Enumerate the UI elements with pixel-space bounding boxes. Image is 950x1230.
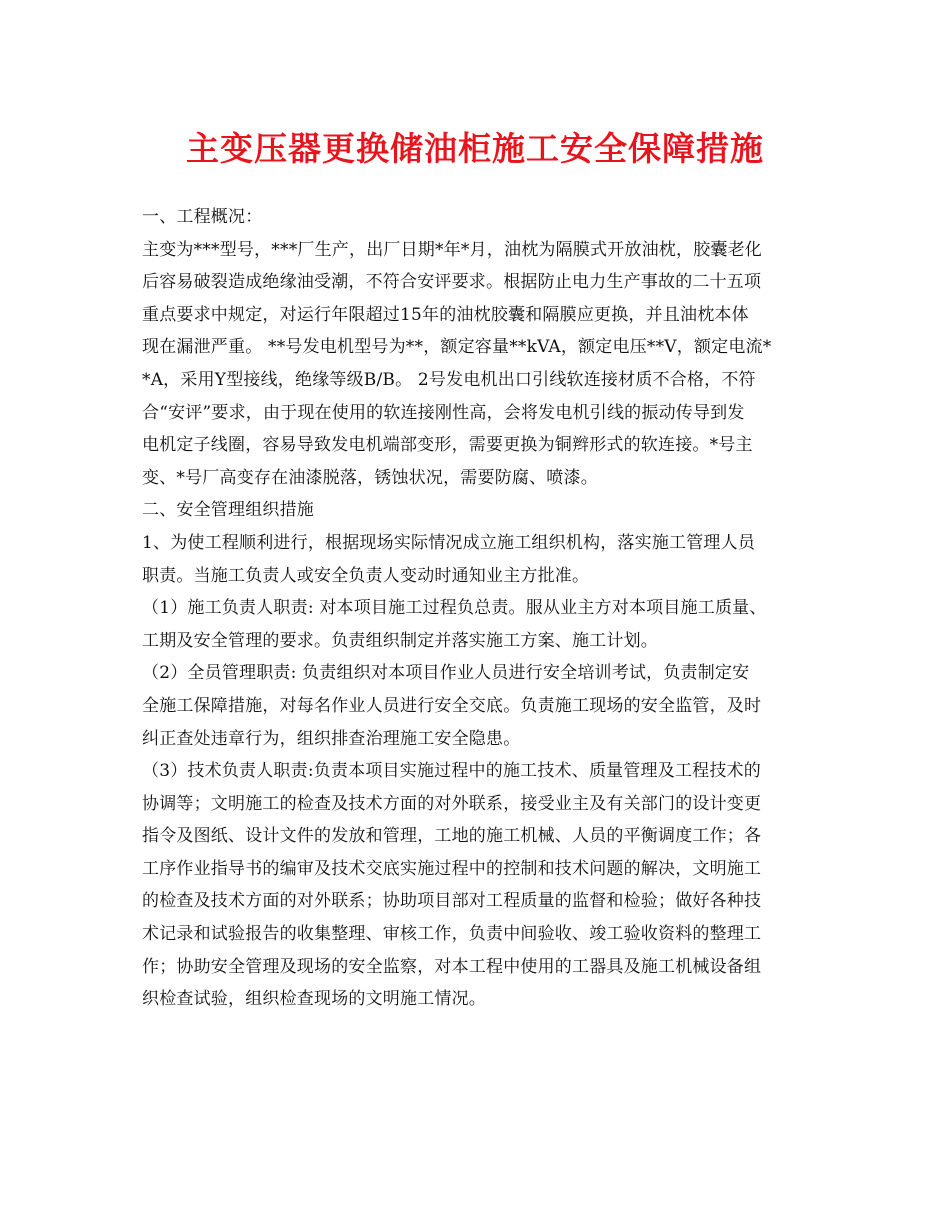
text-line: 合“安评”要求，由于现在使用的软连接刚性高，会将发电机引线的振动传导到发 <box>142 402 745 423</box>
text-line: 全施工保障措施，对每名作业人员进行安全交底。负责施工现场的安全监管，及时 <box>142 695 762 716</box>
text-line: （3）技术负责人职责:负责本项目实施过程中的施工技术、质量管理及工程技术的 <box>142 761 761 782</box>
text-line: （2）全员管理职责: 负责组织对本项目作业人员进行安全培训考试，负责制定安 <box>142 663 750 684</box>
text-line: 现在漏泄严重。 **号发电机型号为**，额定容量**kVA，额定电压**V，额定电流* <box>142 337 772 358</box>
text-line: 工序作业指导书的编审及技术交底实施过程中的控制和技术问题的解决，文明施工 <box>142 858 762 879</box>
text-line: 1、为使工程顺利进行，根据现场实际情况成立施工组织机构，落实施工管理人员 <box>142 532 756 553</box>
text-line: 主变为***型号，***厂生产，出厂日期*年*月，油枕为隔膜式开放油枕，胶囊老化 <box>142 239 762 260</box>
text-line: 的检查及技术方面的对外联系；协助项目部对工程质量的监督和检验；做好各种技 <box>142 891 762 912</box>
text-line: 后容易破裂造成绝缘油受潮，不符合安评要求。根据防止电力生产事故的二十五项 <box>142 272 762 293</box>
text-line: 纠正查处违章行为，组织排查治理施工安全隐患。 <box>142 728 521 749</box>
document-body <box>142 201 814 1016</box>
text-line: 职责。当施工负责人或安全负责人变动时通知业主方批准。 <box>142 565 590 586</box>
text-line: 术记录和试验报告的收集整理、审核工作，负责中间验收、竣工验收资料的整理工 <box>142 924 762 945</box>
text-line: 织检查试验，组织检查现场的文明施工情况。 <box>142 989 486 1010</box>
text-line: *A，采用Y型接线，绝缘等级B/B。 2号发电机出口引线软连接材质不合格，不符 <box>142 369 756 390</box>
text-line: 协调等；文明施工的检查及技术方面的对外联系，接受业主及有关部门的设计变更 <box>142 793 762 814</box>
text-line: 电机定子线圈，容易导致发电机端部变形，需要更换为铜辫形式的软连接。*号主 <box>142 435 753 456</box>
text-line: 变、*号厂高变存在油漆脱落，锈蚀状况，需要防腐、喷漆。 <box>142 467 598 488</box>
text-line: 一、工程概况： <box>142 207 263 227</box>
text-line: 工期及安全管理的要求。负责组织制定并落实施工方案、施工计划。 <box>142 630 658 651</box>
text-line: 作；协助安全管理及现场的安全监察，对本工程中使用的工器具及施工机械设备组 <box>142 956 762 977</box>
document-title: 主变压器更换储油柜施工安全保障措施 <box>186 129 764 168</box>
text-line: 指令及图纸、设计文件的发放和管理，工地的施工机械、人员的平衡调度工作；各 <box>142 826 762 847</box>
text-line: 重点要求中规定，对运行年限超过15年的油枕胶囊和隔膜应更换，并且油枕本体 <box>142 304 749 325</box>
section-heading: 二、安全管理组织措施 <box>142 500 314 521</box>
text-line: （1）施工负责人职责: 对本项目施工过程负总责。服从业主方对本项目施工质量、 <box>142 598 767 619</box>
